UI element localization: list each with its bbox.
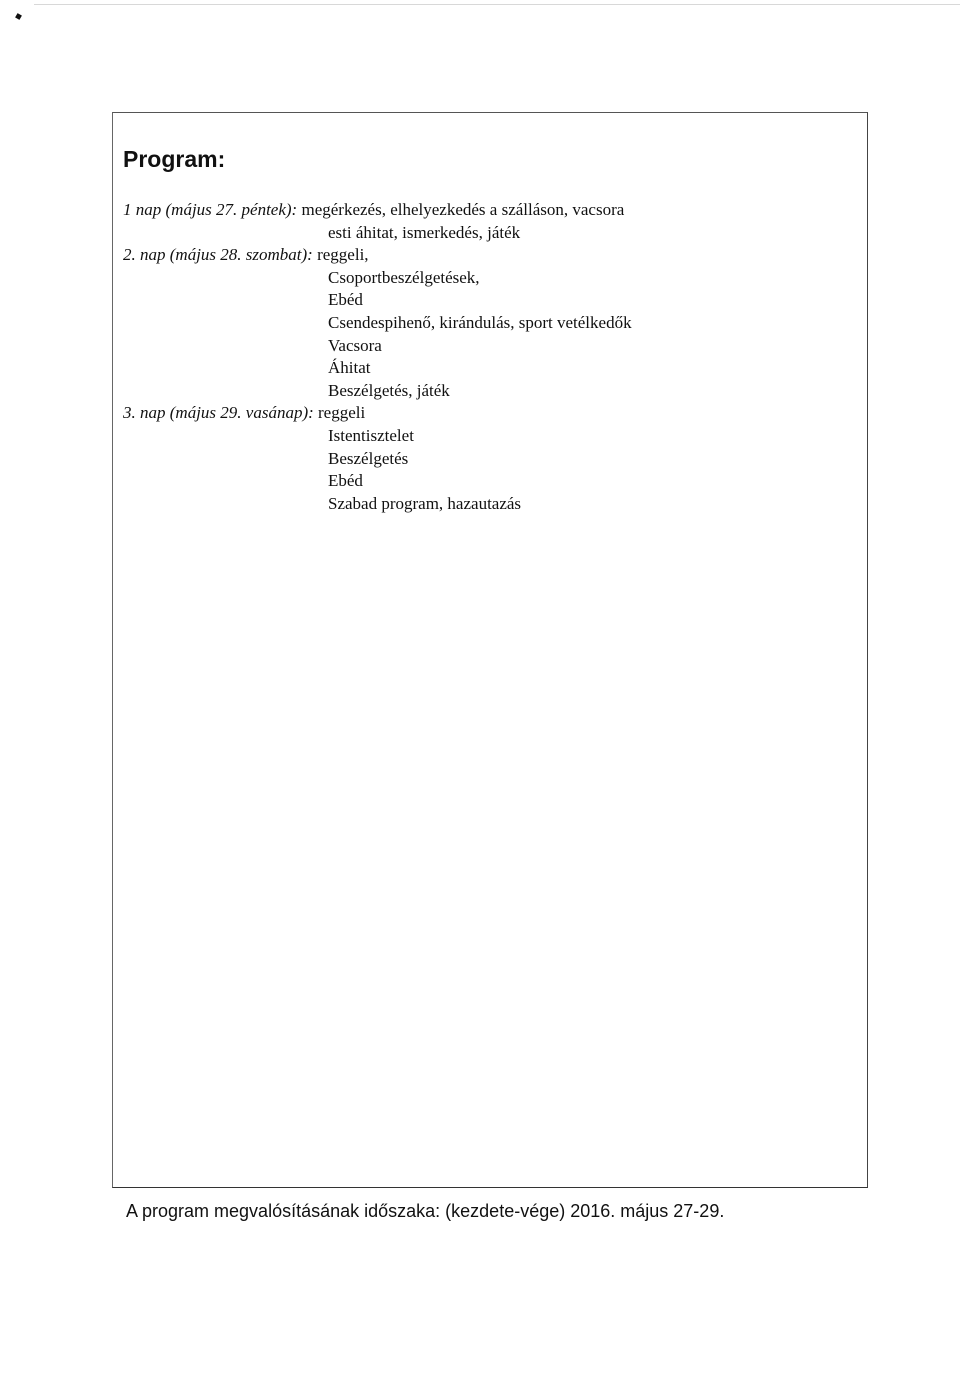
day-2-first-item: reggeli, [317, 245, 369, 265]
day-3-item: Istentisztelet [328, 425, 414, 445]
day-3-line [123, 402, 632, 425]
program-period-footer: A program megvalósításának időszaka: (kezdete-vége) 2016. május 27-29. [126, 1201, 725, 1221]
day-2-item: Vacsora [328, 335, 382, 355]
day-2-item: Beszélgetés, játék [328, 380, 450, 400]
day-3-item: Ebéd [328, 471, 363, 491]
day-2-item: Áhitat [328, 358, 371, 378]
day-2-item: Csendespihenő, kirándulás, sport vetélkedők [328, 312, 632, 332]
day-1-item: esti áhitat, ismerkedés, játék [328, 222, 521, 242]
program-box [112, 112, 868, 1188]
day-3-label: 3. nap (május 29. vasánap): [123, 403, 314, 423]
day-3-item: Beszélgetés [328, 448, 409, 468]
day-1-first-item: megérkezés, elhelyezkedés a szálláson, vacsora [301, 200, 625, 219]
program-schedule [123, 199, 632, 515]
day-1-line [123, 199, 632, 222]
day-3-item: Szabad program, hazautazás [328, 493, 522, 513]
program-heading: Program: [123, 146, 226, 172]
day-1-label: 1 nap (május 27. péntek): [123, 200, 298, 219]
scan-top-rule [34, 4, 960, 5]
day-2-line [123, 244, 632, 267]
day-2-item: Ebéd [328, 290, 363, 310]
day-2-label: 2. nap (május 28. szombat): [123, 245, 313, 265]
scan-mark [15, 13, 22, 20]
day-3-first-item: reggeli [318, 403, 366, 423]
day-2-item: Csoportbeszélgetések, [328, 267, 480, 287]
